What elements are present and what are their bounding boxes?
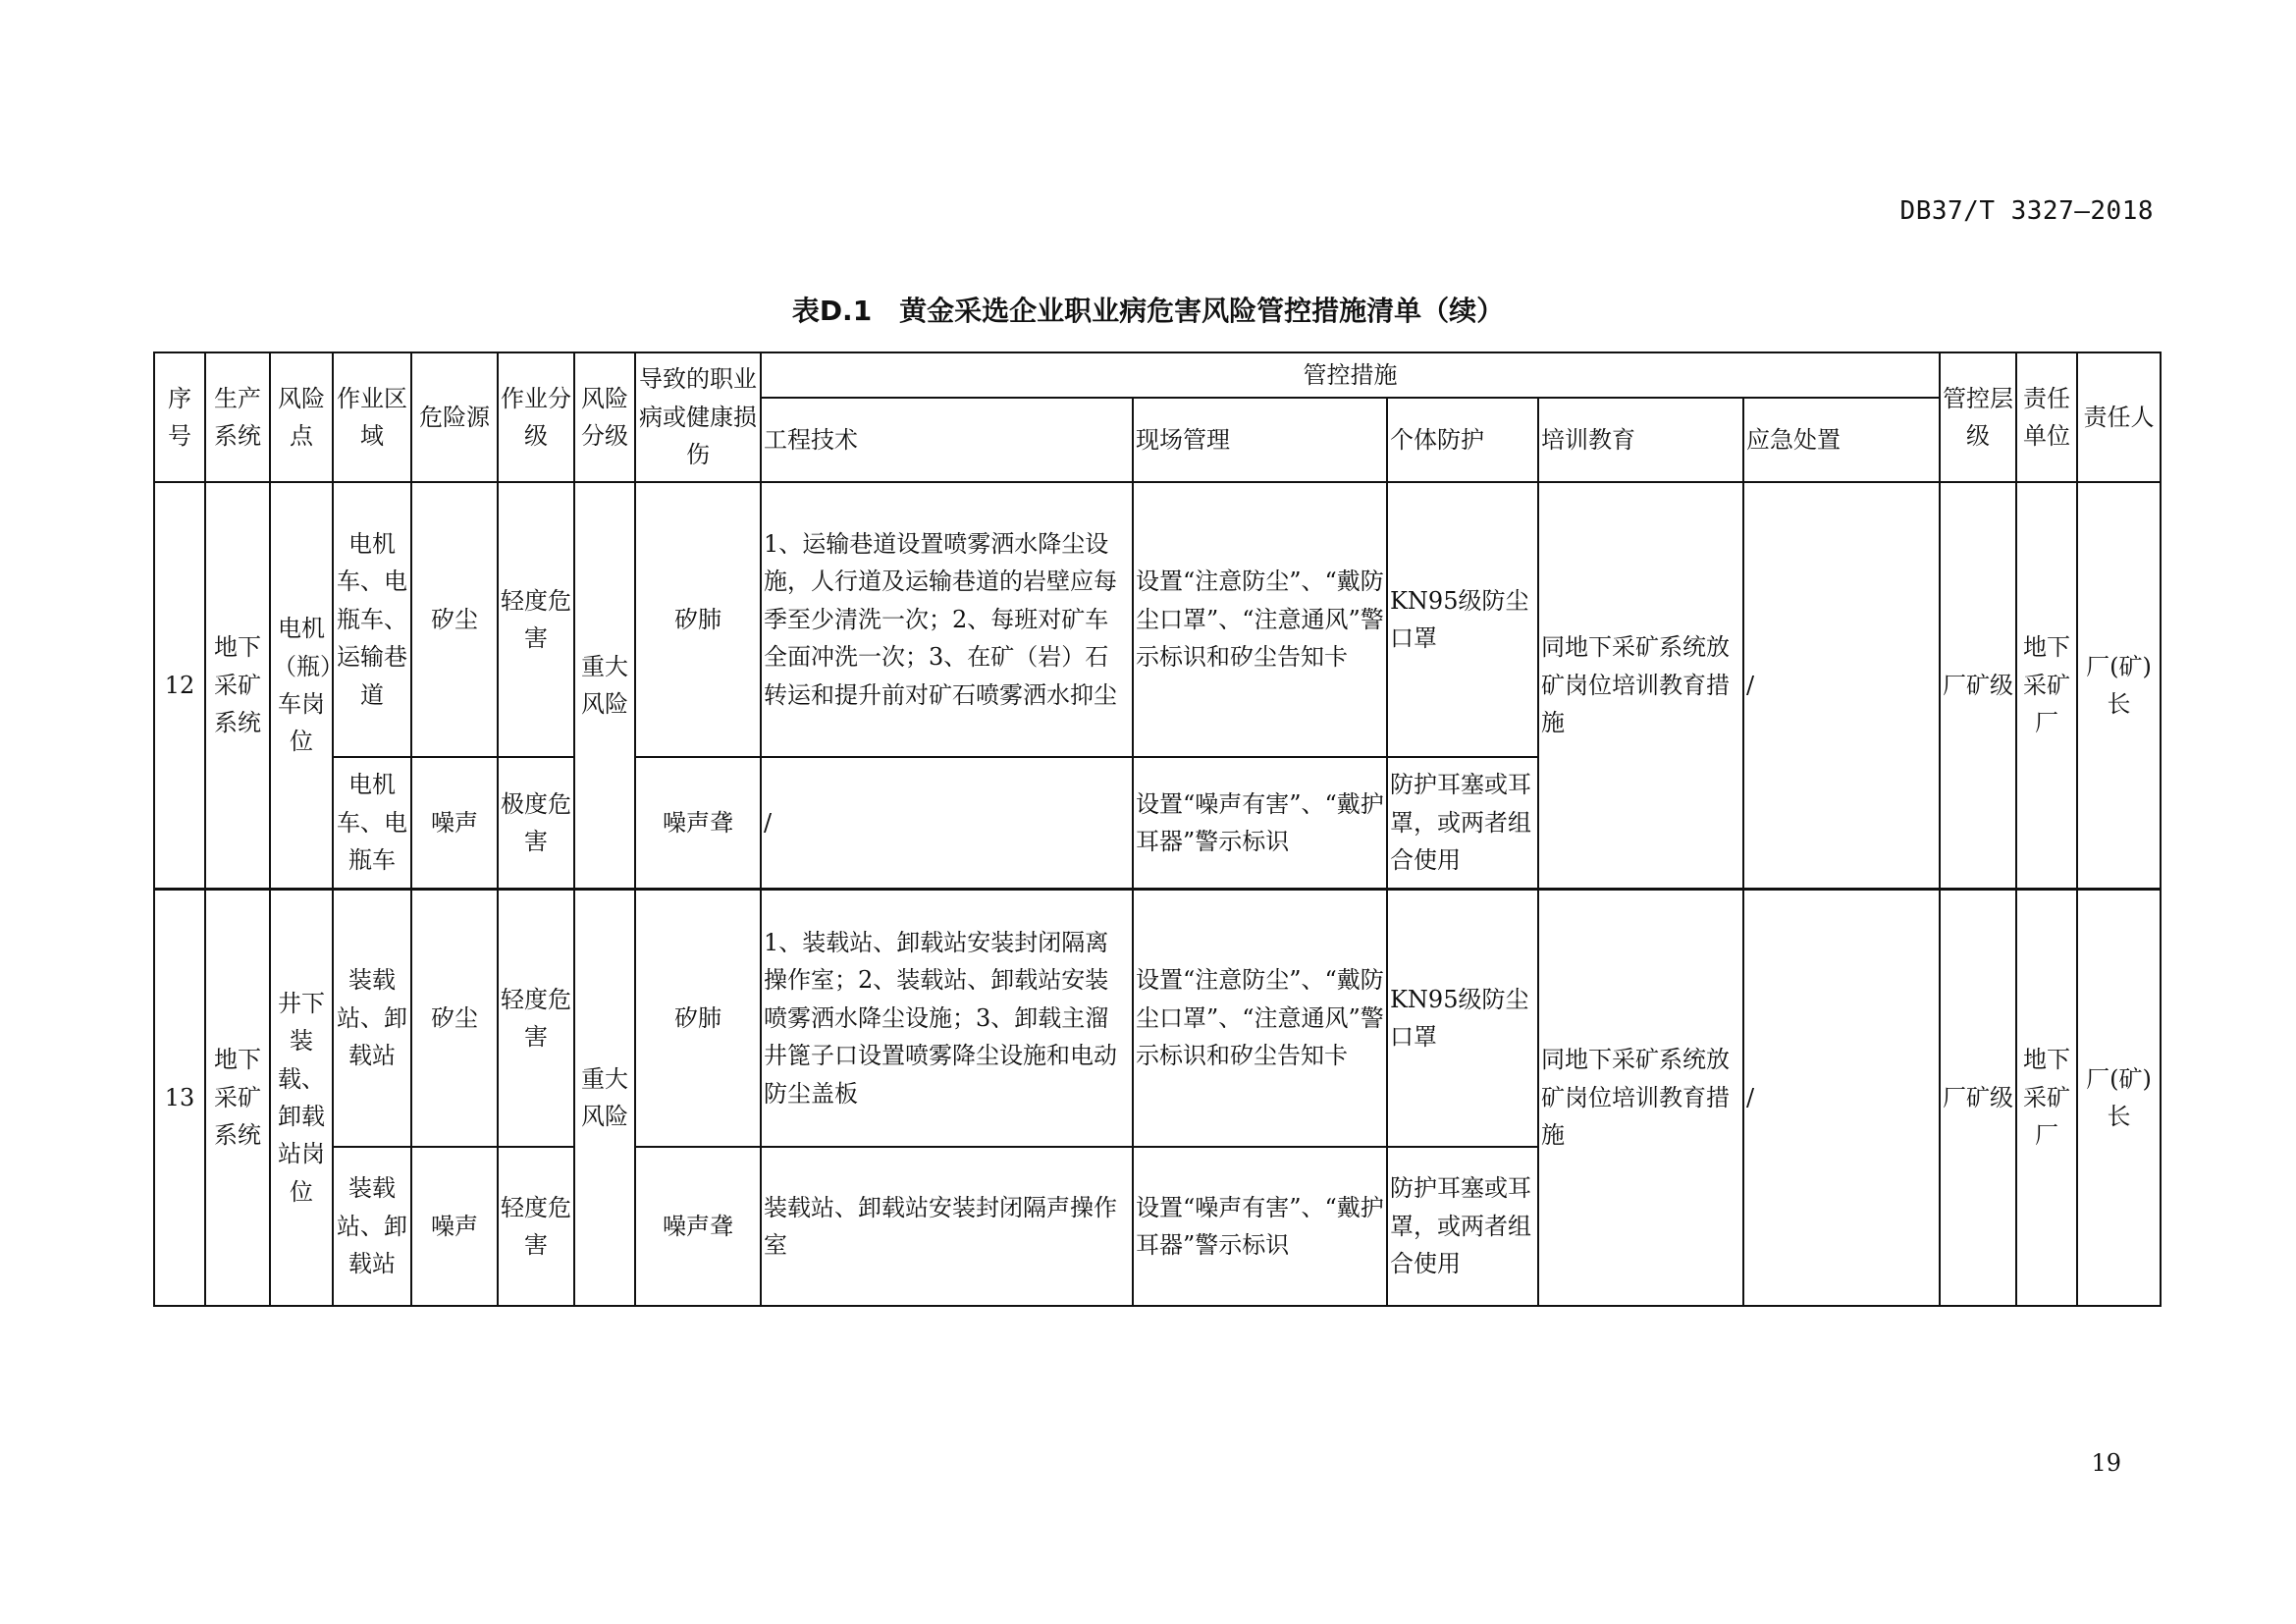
cell-hazard: 噪声 [411, 757, 498, 890]
cell-emergency: / [1743, 890, 1940, 1307]
header-measures: 管控措施 [761, 352, 1940, 398]
header-disease: 导致的职业病或健康损伤 [635, 352, 761, 482]
header-emergency: 应急处置 [1743, 398, 1940, 482]
header-control-level: 管控层级 [1940, 352, 2016, 482]
table-row [154, 890, 2161, 1148]
cell-site-mgmt: 设置“注意防尘”、“戴防尘口罩”、“注意通风”警示标识和矽尘告知卡 [1133, 482, 1387, 757]
cell-training: 同地下采矿系统放矿岗位培训教育措施 [1538, 482, 1743, 890]
cell-hazard: 矽尘 [411, 890, 498, 1148]
cell-hazard: 噪声 [411, 1147, 498, 1306]
cell-system: 地下采矿系统 [205, 890, 270, 1307]
cell-work-area: 电机车、电瓶车 [333, 757, 411, 890]
header-hazard: 危险源 [411, 352, 498, 482]
header-resp-person: 责任人 [2077, 352, 2161, 482]
header-training: 培训教育 [1538, 398, 1743, 482]
cell-work-grade: 轻度危害 [498, 890, 574, 1148]
cell-work-area: 电机车、电瓶车、运输巷道 [333, 482, 411, 757]
cell-disease: 矽肺 [635, 890, 761, 1148]
header-seq: 序号 [154, 352, 205, 482]
header-resp-unit: 责任单位 [2016, 352, 2077, 482]
cell-risk-point: 井下装载、卸载站岗位 [270, 890, 333, 1307]
cell-engineering: / [761, 757, 1133, 890]
cell-work-area: 装载站、卸载站 [333, 890, 411, 1148]
cell-risk-grade: 重大风险 [574, 482, 635, 890]
header-ppe: 个体防护 [1387, 398, 1538, 482]
cell-hazard: 矽尘 [411, 482, 498, 757]
table-title: 表D.1 黄金采选企业职业病危害风险管控措施清单（续） [791, 295, 1505, 327]
cell-site-mgmt: 设置“注意防尘”、“戴防尘口罩”、“注意通风”警示标识和矽尘告知卡 [1133, 890, 1387, 1148]
table-row [154, 482, 2161, 757]
header-work-grade: 作业分级 [498, 352, 574, 482]
cell-seq: 13 [154, 890, 205, 1307]
document-code: DB37/T 3327—2018 [1899, 196, 2154, 226]
cell-disease: 矽肺 [635, 482, 761, 757]
cell-disease: 噪声聋 [635, 1147, 761, 1306]
cell-risk-point: 电机（瓶）车岗位 [270, 482, 333, 890]
cell-emergency: / [1743, 482, 1940, 890]
cell-disease: 噪声聋 [635, 757, 761, 890]
cell-risk-grade: 重大风险 [574, 890, 635, 1307]
cell-ppe: 防护耳塞或耳罩，或两者组合使用 [1387, 1147, 1538, 1306]
cell-control-level: 厂矿级 [1940, 482, 2016, 890]
cell-work-grade: 轻度危害 [498, 482, 574, 757]
cell-work-grade: 极度危害 [498, 757, 574, 890]
header-site-mgmt: 现场管理 [1133, 398, 1387, 482]
cell-ppe: KN95级防尘口罩 [1387, 890, 1538, 1148]
cell-ppe: 防护耳塞或耳罩，或两者组合使用 [1387, 757, 1538, 890]
cell-site-mgmt: 设置“噪声有害”、“戴护耳器”警示标识 [1133, 757, 1387, 890]
cell-resp-unit: 地下采矿厂 [2016, 482, 2077, 890]
header-engineering: 工程技术 [761, 398, 1133, 482]
cell-training: 同地下采矿系统放矿岗位培训教育措施 [1538, 890, 1743, 1307]
cell-resp-person: 厂(矿)长 [2077, 890, 2161, 1307]
cell-work-area: 装载站、卸载站 [333, 1147, 411, 1306]
cell-engineering: 装载站、卸载站安装封闭隔声操作室 [761, 1147, 1133, 1306]
header-row-1 [154, 352, 2161, 398]
cell-work-grade: 轻度危害 [498, 1147, 574, 1306]
cell-engineering: 1、装载站、卸载站安装封闭隔离操作室；2、装载站、卸载站安装喷雾洒水降尘设施；3、卸载主溜井篦子口设置喷雾降尘设施和电动防尘盖板 [761, 890, 1133, 1148]
cell-control-level: 厂矿级 [1940, 890, 2016, 1307]
cell-resp-person: 厂(矿)长 [2077, 482, 2161, 890]
page-number: 19 [2091, 1449, 2121, 1477]
cell-site-mgmt: 设置“噪声有害”、“戴护耳器”警示标识 [1133, 1147, 1387, 1306]
header-risk-grade: 风险分级 [574, 352, 635, 482]
header-risk-point: 风险点 [270, 352, 333, 482]
cell-system: 地下采矿系统 [205, 482, 270, 890]
cell-engineering: 1、运输巷道设置喷雾洒水降尘设施，人行道及运输巷道的岩壁应每季至少清洗一次；2、每班对矿车全面冲洗一次；3、在矿（岩）石转运和提升前对矿石喷雾洒水抑尘 [761, 482, 1133, 757]
risk-control-table [153, 352, 2162, 1307]
cell-seq: 12 [154, 482, 205, 890]
header-work-area: 作业区域 [333, 352, 411, 482]
header-system: 生产系统 [205, 352, 270, 482]
cell-ppe: KN95级防尘口罩 [1387, 482, 1538, 757]
cell-resp-unit: 地下采矿厂 [2016, 890, 2077, 1307]
